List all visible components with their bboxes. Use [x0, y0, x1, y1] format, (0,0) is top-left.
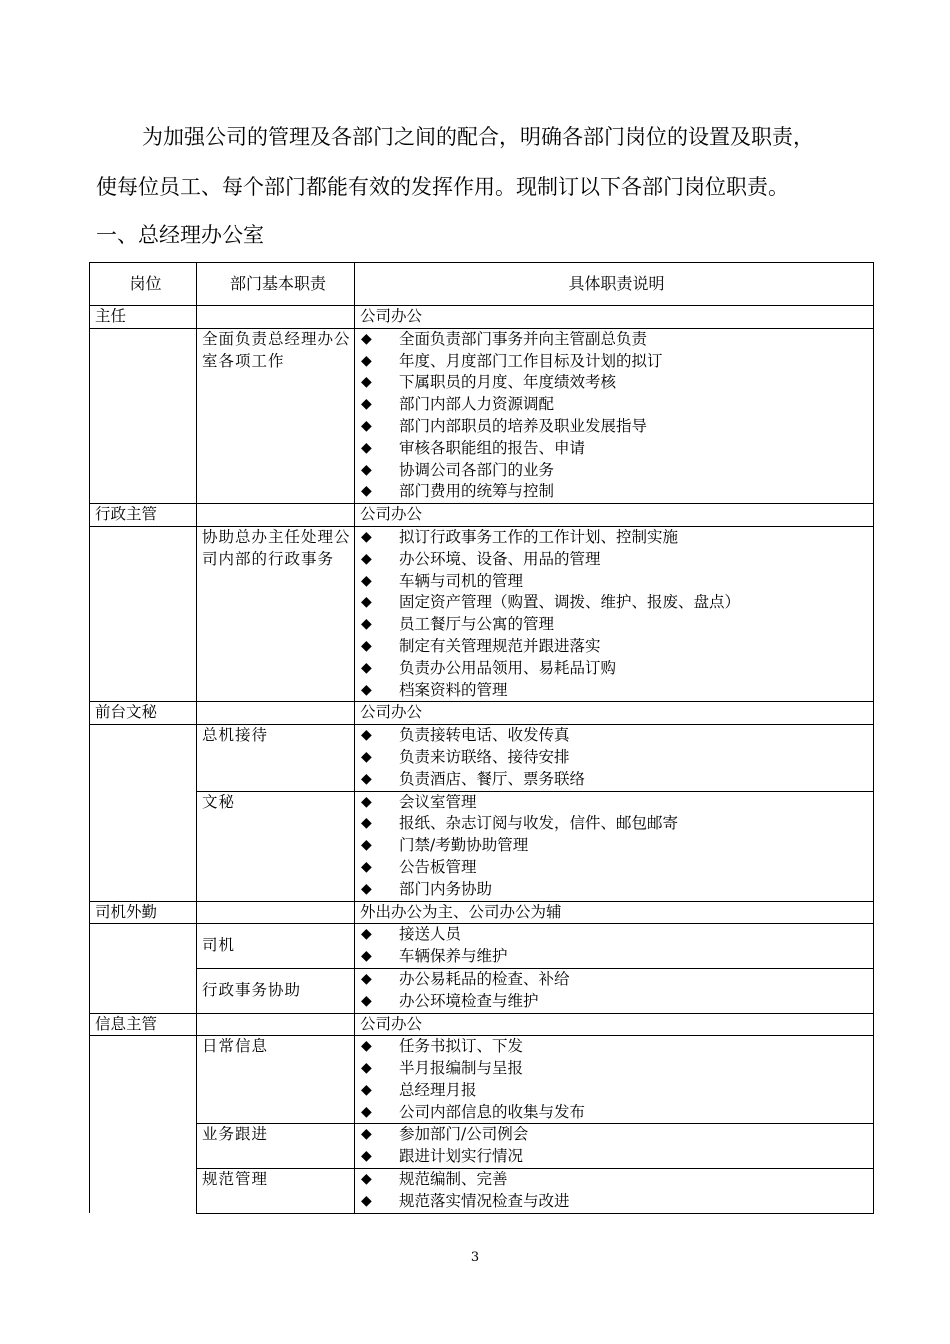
duty-item: ◆ 协调公司各部门的业务 [355, 460, 873, 482]
duty-item: ◆ 门禁/考勤协助管理 [355, 835, 873, 857]
duty-item: ◆ 拟订行政事务工作的工作计划、控制实施 [355, 527, 873, 549]
position-empty-cell [90, 924, 197, 1013]
table-row [90, 504, 874, 527]
table-row [90, 306, 874, 329]
duty-item: ◆ 年度、月度部门工作目标及计划的拟订 [355, 351, 873, 373]
work-mode: 公司办公 [355, 1013, 874, 1036]
duties-table [89, 262, 874, 1214]
duty-item: ◆ 半月报编制与呈报 [355, 1058, 873, 1080]
duty-details [355, 924, 874, 969]
duty-item: ◆ 部门内部职员的培养及职业发展指导 [355, 416, 873, 438]
table-row [90, 791, 874, 901]
basic-duty: 全面负责总经理办公室各项工作 [197, 328, 355, 503]
duty-item: ◆ 负责接转电话、收发传真 [355, 725, 873, 747]
table-row [90, 526, 874, 701]
duty-item: ◆ 公司内部信息的收集与发布 [355, 1102, 873, 1124]
duty-item: ◆ 部门内务协助 [355, 879, 873, 901]
table-row [90, 328, 874, 503]
table-row [90, 725, 874, 791]
duty-item: ◆ 报纸、杂志订阅与收发，信件、邮包邮寄 [355, 813, 873, 835]
duty-item: ◆ 车辆保养与维护 [355, 946, 873, 968]
basic-duty: 规范管理 [197, 1169, 355, 1214]
duty-list [355, 1169, 873, 1213]
duty-item: ◆ 参加部门/公司例会 [355, 1124, 873, 1146]
duty-item: ◆ 负责来访联络、接待安排 [355, 747, 873, 769]
duty-item: ◆ 跟进计划实行情况 [355, 1146, 873, 1168]
basic-duty: 总机接待 [197, 725, 355, 791]
duty-item: ◆ 员工餐厅与公寓的管理 [355, 614, 873, 636]
position-title: 行政主管 [90, 504, 197, 527]
work-mode: 外出办公为主、公司办公为辅 [355, 901, 874, 924]
position-blank-cell [197, 1013, 355, 1036]
position-blank-cell [197, 901, 355, 924]
position-title: 主任 [90, 306, 197, 329]
work-mode: 公司办公 [355, 306, 874, 329]
duties-table-body [90, 306, 874, 1214]
header-position: 岗位 [90, 263, 197, 306]
position-empty-cell [90, 725, 197, 901]
duty-item: ◆ 部门内部人力资源调配 [355, 394, 873, 416]
duty-details [355, 968, 874, 1013]
duty-item: ◆ 制定有关管理规范并跟进落实 [355, 636, 873, 658]
page-number: 3 [470, 1250, 480, 1265]
basic-duty: 司机 [197, 924, 355, 969]
table-row [90, 901, 874, 924]
duty-list [355, 329, 873, 503]
duty-list [355, 792, 873, 901]
table-row [90, 1036, 874, 1124]
position-blank-cell [197, 702, 355, 725]
duty-item: ◆ 审核各职能组的报告、申请 [355, 438, 873, 460]
duty-item: ◆ 公告板管理 [355, 857, 873, 879]
duty-item: ◆ 负责酒店、餐厅、票务联络 [355, 769, 873, 791]
duty-item: ◆ 任务书拟订、下发 [355, 1036, 873, 1058]
work-mode: 公司办公 [355, 702, 874, 725]
duty-details [355, 526, 874, 701]
duty-details [355, 791, 874, 901]
position-blank-cell [197, 306, 355, 329]
basic-duty: 文秘 [197, 791, 355, 901]
duty-details [355, 1036, 874, 1124]
duty-item: ◆ 固定资产管理（购置、调拨、维护、报废、盘点） [355, 592, 873, 614]
duty-item: ◆ 下属职员的月度、年度绩效考核 [355, 372, 873, 394]
table-row [90, 1169, 874, 1214]
table-row [90, 1124, 874, 1169]
duty-list [355, 725, 873, 790]
duty-details [355, 1124, 874, 1169]
header-basic-duty: 部门基本职责 [197, 263, 355, 306]
duty-details [355, 725, 874, 791]
duty-item: ◆ 规范落实情况检查与改进 [355, 1191, 873, 1213]
basic-duty: 日常信息 [197, 1036, 355, 1124]
duty-item: ◆ 办公易耗品的检查、补给 [355, 969, 873, 991]
table-row [90, 924, 874, 969]
intro-paragraph-line-1: 为加强公司的管理及各部门之间的配合，明确各部门岗位的设置及职责， [142, 125, 814, 149]
position-empty-cell [90, 526, 197, 701]
position-title: 信息主管 [90, 1013, 197, 1036]
position-title: 前台文秘 [90, 702, 197, 725]
duty-item: ◆ 规范编制、完善 [355, 1169, 873, 1191]
table-row [90, 968, 874, 1013]
duty-item: ◆ 总经理月报 [355, 1080, 873, 1102]
duty-item: ◆ 办公环境检查与维护 [355, 991, 873, 1013]
duty-item: ◆ 接送人员 [355, 924, 873, 946]
duty-item: ◆ 档案资料的管理 [355, 680, 873, 702]
duty-item: ◆ 车辆与司机的管理 [355, 571, 873, 593]
duty-list [355, 1036, 873, 1123]
work-mode: 公司办公 [355, 504, 874, 527]
duty-item: ◆ 负责办公用品领用、易耗品订购 [355, 658, 873, 680]
intro-paragraph-line-2: 使每位员工、每个部门都能有效的发挥作用。现制订以下各部门岗位职责。 [96, 175, 789, 199]
table-row [90, 702, 874, 725]
basic-duty: 协助总办主任处理公司内部的行政事务 [197, 526, 355, 701]
position-empty-cell [90, 1036, 197, 1213]
section-heading: 一、总经理办公室 [96, 223, 264, 247]
basic-duty: 行政事务协助 [197, 968, 355, 1013]
duty-item: ◆ 部门费用的统筹与控制 [355, 481, 873, 503]
position-empty-cell [90, 328, 197, 503]
position-title: 司机外勤 [90, 901, 197, 924]
table-header-row [90, 263, 874, 306]
duty-details [355, 1169, 874, 1214]
duty-details [355, 328, 874, 503]
header-detail-duty: 具体职责说明 [355, 263, 874, 306]
duty-list [355, 527, 873, 701]
duty-list [355, 924, 873, 968]
duty-item: ◆ 办公环境、设备、用品的管理 [355, 549, 873, 571]
duty-item: ◆ 全面负责部门事务并向主管副总负责 [355, 329, 873, 351]
duty-list [355, 1124, 873, 1168]
position-blank-cell [197, 504, 355, 527]
table-row [90, 1013, 874, 1036]
duty-list [355, 969, 873, 1013]
basic-duty: 业务跟进 [197, 1124, 355, 1169]
duty-item: ◆ 会议室管理 [355, 792, 873, 814]
